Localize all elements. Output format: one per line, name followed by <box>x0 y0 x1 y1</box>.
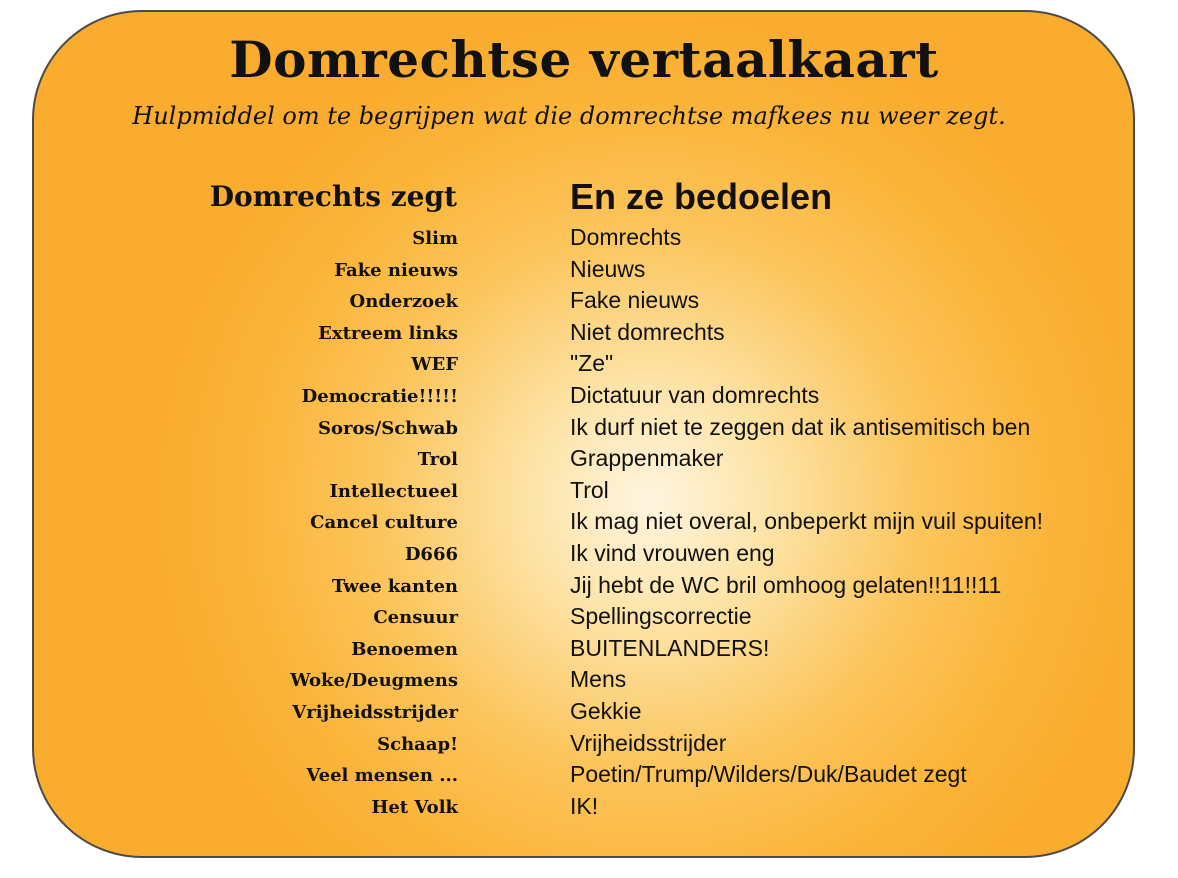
phrase-means: Spellingscorrectie <box>570 603 752 630</box>
phrase-means: Mens <box>570 666 627 693</box>
phrase-means: Ik durf niet te zeggen dat ik antisemitisch ben <box>570 413 1031 440</box>
phrase-means: "Ze" <box>570 350 614 377</box>
list-item <box>34 224 1134 256</box>
phrase-says: WEF <box>411 354 458 376</box>
phrase-says: Slim <box>412 228 458 249</box>
phrase-says: Benoemen <box>351 638 458 660</box>
phrase-means: Grappenmaker <box>570 445 724 472</box>
phrase-means: Ik mag niet overal, onbeperkt mijn vuil spuiten! <box>570 508 1044 535</box>
translation-list <box>34 224 1134 824</box>
page-title: Domrechtse vertaalkaart <box>229 30 939 89</box>
list-item <box>34 572 1134 604</box>
phrase-means: Fake nieuws <box>570 287 700 314</box>
phrase-means: Niet domrechts <box>570 318 725 345</box>
list-item <box>34 793 1134 825</box>
page-subtitle: Hulpmiddel om te begrijpen wat die domrechtse mafkees nu weer zegt. <box>132 102 1006 130</box>
phrase-says: Intellectueel <box>329 480 458 502</box>
list-item <box>34 761 1134 793</box>
phrase-means: Dictatuur van domrechts <box>570 381 820 408</box>
phrase-says: Het Volk <box>371 796 458 818</box>
phrase-means: Vrijheidsstrijder <box>570 729 727 756</box>
phrase-means: IK! <box>570 792 599 819</box>
phrase-means: Jij hebt de WC bril omhoog gelaten!!11!!11 <box>570 571 1002 598</box>
phrase-means: BUITENLANDERS! <box>570 634 770 661</box>
phrase-says: Cancel culture <box>310 512 458 534</box>
list-item <box>34 477 1134 509</box>
list-item <box>34 319 1134 351</box>
phrase-says: Schaap! <box>377 733 458 755</box>
list-item <box>34 414 1134 446</box>
phrase-means: Domrechts <box>570 224 682 250</box>
list-item <box>34 666 1134 698</box>
phrase-says: Democratie!!!!! <box>301 385 458 407</box>
phrase-says: Twee kanten <box>331 575 458 597</box>
phrase-means: Trol <box>570 476 609 503</box>
phrase-means: Nieuws <box>570 255 646 282</box>
phrase-says: Veel mensen ... <box>306 765 458 787</box>
phrase-says: Trol <box>417 449 458 471</box>
list-item <box>34 540 1134 572</box>
phrase-says: Censuur <box>373 607 458 629</box>
phrase-says: Soros/Schwab <box>318 417 458 439</box>
phrase-says: D666 <box>404 543 458 565</box>
list-item <box>34 730 1134 762</box>
phrase-says: Extreem links <box>318 322 458 344</box>
list-item <box>34 382 1134 414</box>
phrase-says: Onderzoek <box>349 291 458 313</box>
phrase-says: Vrijheidsstrijder <box>292 701 458 723</box>
list-item <box>34 350 1134 382</box>
phrase-says: Woke/Deugmens <box>290 670 458 692</box>
column-header-means: En ze bedoelen <box>570 176 833 217</box>
column-header-says: Domrechts zegt <box>209 180 457 213</box>
list-item <box>34 445 1134 477</box>
phrase-means: Ik vind vrouwen eng <box>570 539 775 566</box>
list-item <box>34 508 1134 540</box>
phrase-means: Poetin/Trump/Wilders/Duk/Baudet zegt <box>570 761 967 788</box>
list-item <box>34 256 1134 288</box>
list-item <box>34 698 1134 730</box>
list-item <box>34 287 1134 319</box>
phrase-says: Fake nieuws <box>334 259 458 281</box>
list-item <box>34 603 1134 635</box>
list-item <box>34 635 1134 667</box>
translation-card <box>32 10 1135 858</box>
phrase-means: Gekkie <box>570 697 642 724</box>
